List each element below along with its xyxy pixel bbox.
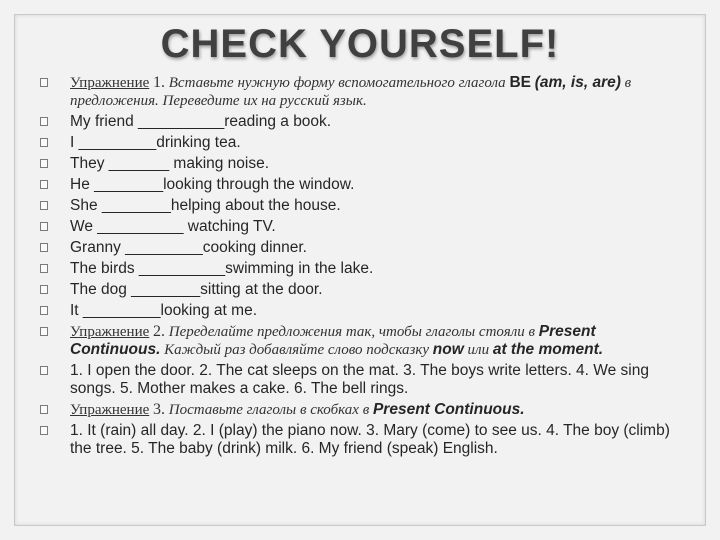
bullet-square-icon <box>40 285 48 294</box>
list-item <box>38 155 688 173</box>
list-item <box>38 134 688 152</box>
bullet-square-icon <box>40 138 48 147</box>
list-item <box>38 176 688 194</box>
bullet-square-icon <box>40 222 48 231</box>
bullet-square-icon <box>40 159 48 168</box>
exercise-3-sentences: 1. It (rain) all day. 2. I (play) the piano now. 3. Mary (come) to see us. 4. The boy (climb) the tree. 5. The baby (drink) milk. 6. My friend (speak) English. <box>70 422 670 457</box>
exercise-1-sentence: I _________drinking tea. <box>70 134 241 151</box>
exercise-2-heading: Упражнение 2. Переделайте предложения так, чтобы глаголы стояли в Present Continuous. Каждый раз добавляйте слово подсказку now или at the moment. <box>38 323 688 359</box>
bullet-square-icon <box>40 117 48 126</box>
list-item <box>38 197 688 215</box>
exercise-1-sentence: We __________ watching TV. <box>70 218 276 235</box>
exercise-1-sentence: He ________looking through the window. <box>70 176 355 193</box>
list-item <box>38 362 688 398</box>
bullet-square-icon <box>40 306 48 315</box>
exercise-1-sentence: My friend __________reading a book. <box>70 113 332 130</box>
bullet-square-icon <box>40 327 48 336</box>
list-item <box>38 260 688 278</box>
exercise-list <box>38 74 688 458</box>
exercise-1-heading: Упражнение 1. Вставьте нужную форму вспомогательного глагола BE (am, is, are) в предложения. Переведите их на русский язык. <box>38 74 688 110</box>
list-item <box>38 113 688 131</box>
exercise-1-sentence: They _______ making noise. <box>70 155 270 172</box>
bullet-square-icon <box>40 78 48 87</box>
bullet-square-icon <box>40 405 48 414</box>
list-item <box>38 302 688 320</box>
exercise-1-sentence: Granny _________cooking dinner. <box>70 239 307 256</box>
bullet-square-icon <box>40 264 48 273</box>
list-item <box>38 422 688 458</box>
bullet-square-icon <box>40 366 48 375</box>
exercise-2-sentences: 1. I open the door. 2. The cat sleeps on the mat. 3. The boys write letters. 4. We sing songs. 5. Mother makes a cake. 6. The bell rings. <box>70 362 649 397</box>
slide-title: CHECK YOURSELF! <box>160 22 560 66</box>
exercise-1-sentence: The dog ________sitting at the door. <box>70 281 323 298</box>
bullet-square-icon <box>40 426 48 435</box>
list-item <box>38 218 688 236</box>
exercise-1-sentence: It _________looking at me. <box>70 302 257 319</box>
bullet-square-icon <box>40 201 48 210</box>
bullet-square-icon <box>40 243 48 252</box>
exercise-1-sentence: The birds __________swimming in the lake. <box>70 260 374 277</box>
exercise-1-sentence: She ________helping about the house. <box>70 197 341 214</box>
exercise-3-heading: Упражнение 3. Поставьте глаголы в скобках в Present Continuous. <box>38 401 688 419</box>
list-item <box>38 239 688 257</box>
bullet-square-icon <box>40 180 48 189</box>
list-item <box>38 281 688 299</box>
